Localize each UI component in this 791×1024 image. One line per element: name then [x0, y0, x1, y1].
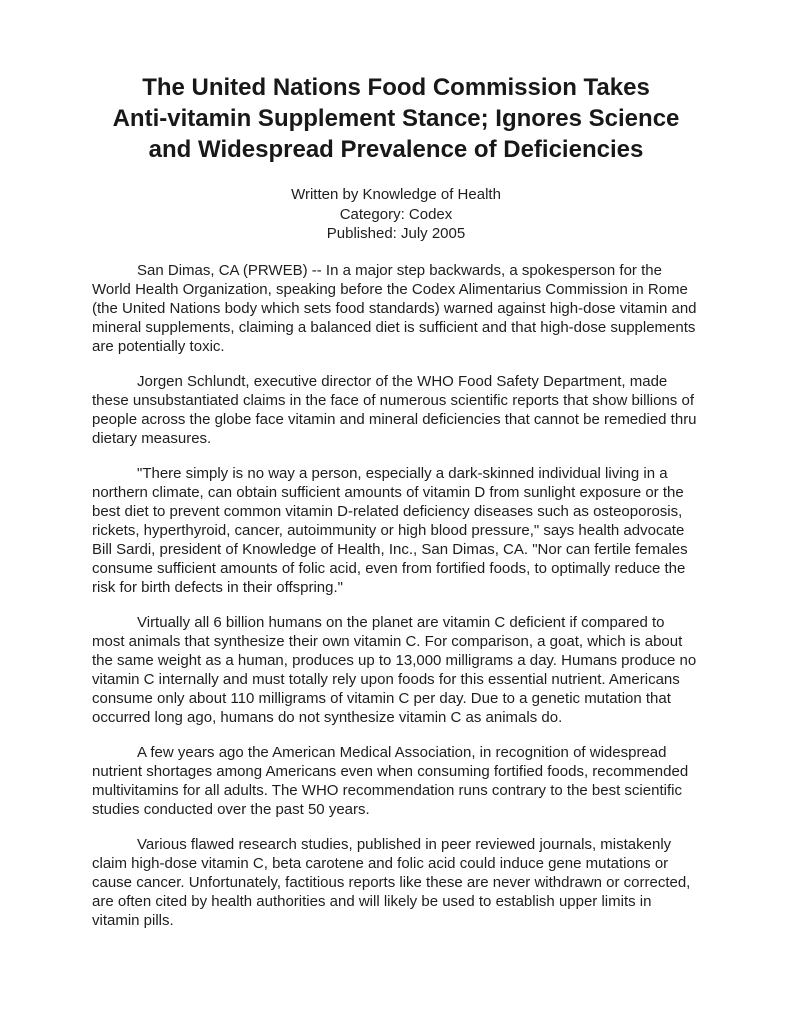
byline-block	[92, 185, 700, 244]
paragraph-5: A few years ago the American Medical Association, in recognition of widespread nutrient shortages among Americans even when consuming fortified foods, recommended multivitamins for all adults. The WHO recommendation runs contrary to the best scientific studies conducted over the past 50 years.	[92, 743, 689, 818]
byline-author: Written by Knowledge of Health	[291, 186, 501, 203]
paragraph-1: San Dimas, CA (PRWEB) -- In a major step backwards, a spokesperson for the World Health Organization, speaking before the Codex Alimentarius Commission in Rome (the United Nations body which sets food standards) warned against high-dose vitamin and mineral supplements, claiming a balanced diet is sufficient and that high-dose supplements are potentially toxic.	[92, 261, 697, 355]
byline-category: Category: Codex	[339, 205, 453, 223]
paragraph-2: Jorgen Schlundt, executive director of the WHO Food Safety Department, made these unsubstantiated claims in the face of numerous scientific reports that show billions of people across the globe face vitamin and mineral deficiencies that cannot be remedied thru dietary measures.	[92, 372, 697, 447]
article-body	[92, 261, 700, 930]
document-title	[62, 72, 730, 165]
paragraph-3: "There simply is no way a person, especially a dark-skinned individual living in a northern climate, can obtain sufficient amounts of vitamin D from sunlight exposure or the best diet to prevent common vitamin D-related deficiency diseases such as osteoporosis, rickets, hyperthyroid, cancer, autoimmunity or high blood pressure," says health advocate Bill Sardi, president of Knowledge of Health, Inc., San Dimas, CA. "Nor can fertile females consume sufficient amounts of folic acid, even from fortified foods, to optimally reduce the risk for birth defects in their offspring."	[92, 464, 688, 596]
title-line-1: The United Nations Food Commission Takes	[142, 74, 650, 101]
title-line-2: Anti-vitamin Supplement Stance; Ignores Science	[112, 105, 680, 132]
byline-published: Published: July 2005	[326, 225, 466, 242]
title-line-3: and Widespread Prevalence of Deficiencies	[148, 136, 644, 163]
paragraph-4: Virtually all 6 billion humans on the planet are vitamin C deficient if compared to most animals that synthesize their own vitamin C. For comparison, a goat, which is about the same weight as a human, produces up to 13,000 milligrams a day. Humans produce no vitamin C internally and must totally rely upon foods for this essential nutrient. Americans consume only about 110 milligrams of vitamin C per day. Due to a genetic mutation that occurred long ago, humans do not synthesize vitamin C as animals do.	[92, 613, 697, 726]
paragraph-6: Various flawed research studies, published in peer reviewed journals, mistakenly claim high-dose vitamin C, beta carotene and folic acid could induce gene mutations or cause cancer. Unfortunately, factitious reports like these are never withdrawn or corrected, are often cited by health authorities and will likely be used to establish upper limits in vitamin pills.	[92, 835, 691, 929]
